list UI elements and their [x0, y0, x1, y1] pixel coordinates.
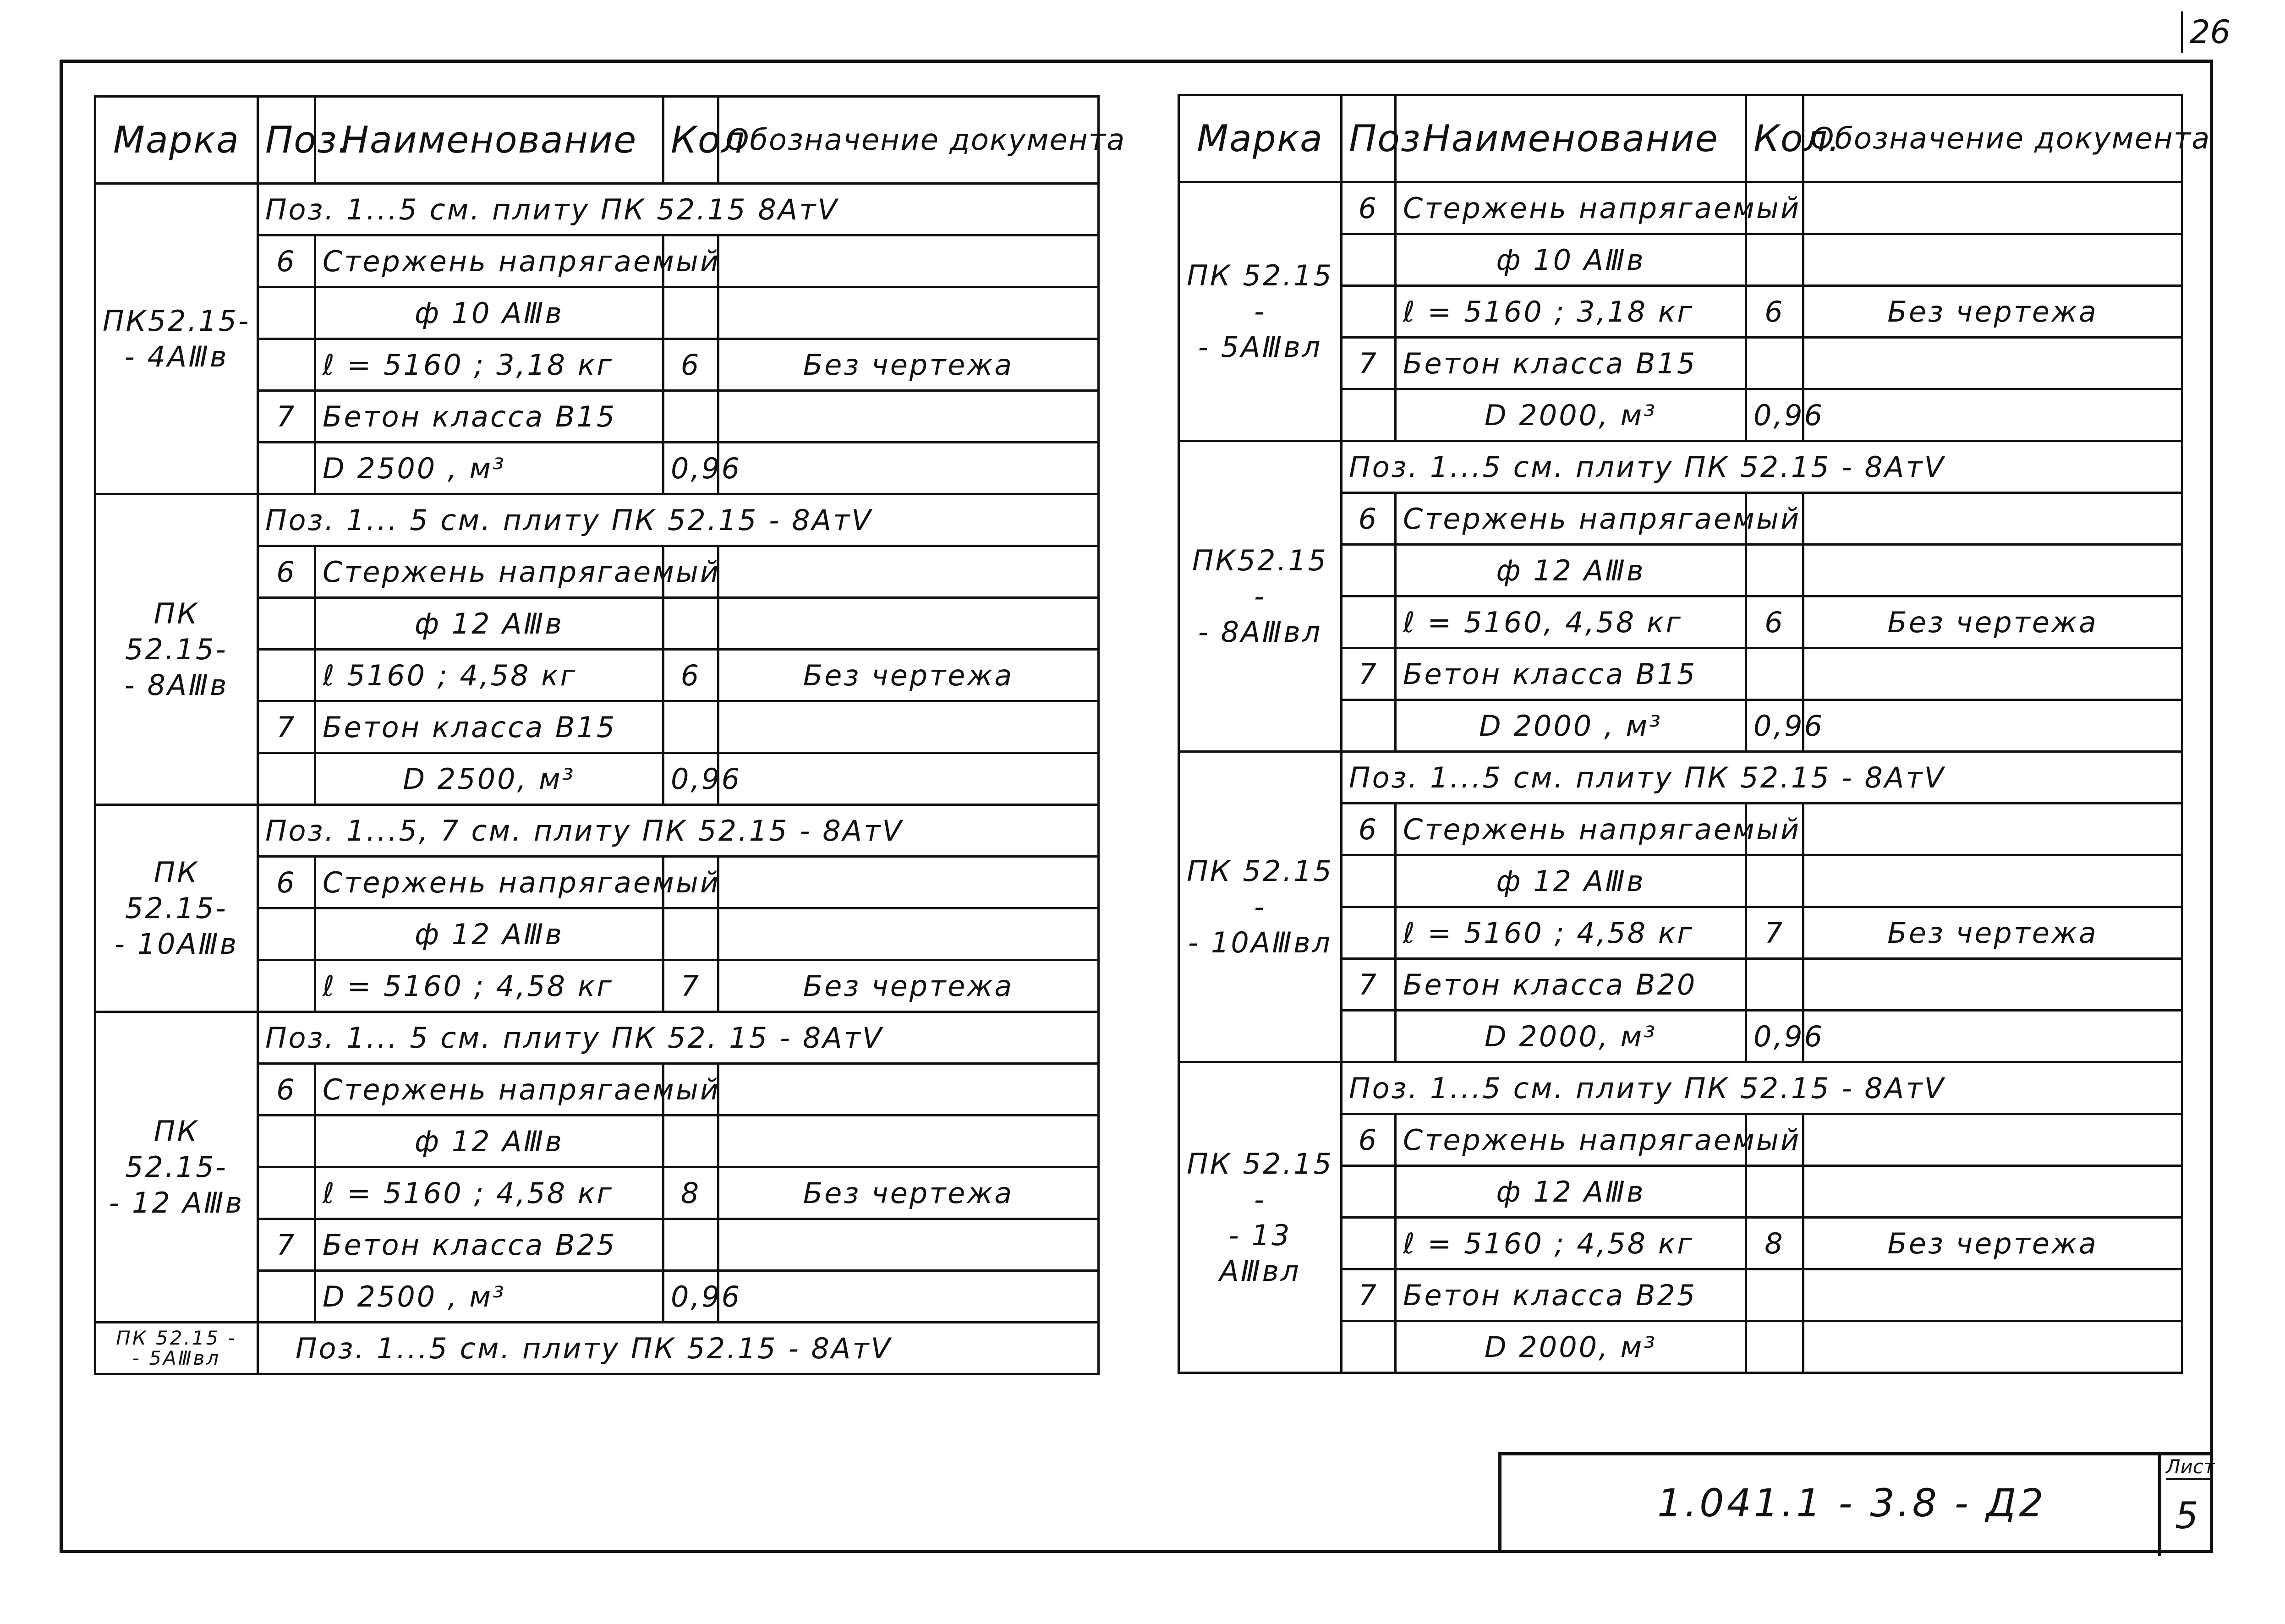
- name-cell: Бетон класса В15: [1396, 648, 1746, 700]
- col-pos: Поз.: [1342, 95, 1396, 182]
- qty-cell: 7: [663, 960, 718, 1012]
- qty-cell: 7: [1746, 907, 1803, 959]
- qty-cell: 8: [663, 1167, 718, 1219]
- mark-cell: ПК 52.15- - 10АⅢв: [95, 805, 258, 1012]
- col-qty: Кол.: [1746, 95, 1803, 182]
- name-cell: Бетон класса В20: [1396, 959, 1746, 1011]
- name-cell: ф 12 АⅢв: [315, 908, 663, 960]
- name-cell: Стержень напрягаемый: [1396, 182, 1746, 234]
- group-header: Поз. 1...5 см. плиту ПК 52.15 - 8АтⅤ: [1342, 441, 2182, 493]
- name-cell: D 2500, м³: [315, 753, 663, 805]
- pos-cell: 7: [1342, 1269, 1396, 1321]
- spec-table-left: [94, 95, 1126, 1375]
- name-cell: ℓ 5160 ; 4,58 кг: [315, 650, 663, 701]
- name-cell: ф 12 АⅢв: [1396, 1166, 1746, 1218]
- col-doc: Обозначение документа: [718, 97, 1099, 184]
- pos-cell: 7: [1342, 648, 1396, 700]
- pos-cell: 6: [258, 857, 315, 908]
- doc-cell: Без чертежа: [1803, 596, 2182, 648]
- name-cell: ℓ = 5160, 4,58 кг: [1396, 596, 1746, 648]
- name-cell: Бетон класса В15: [1396, 338, 1746, 389]
- name-cell: Бетон класса В25: [1396, 1269, 1746, 1321]
- pos-cell: 7: [258, 701, 315, 753]
- name-cell: ф 12 АⅢв: [315, 598, 663, 650]
- sheet-number: 5: [2175, 1494, 2198, 1537]
- name-cell: ℓ = 5160 ; 3,18 кг: [315, 339, 663, 391]
- name-cell: Стержень напрягаемый: [1396, 804, 1746, 855]
- group-header: Поз. 1...5 см. плиту ПК 52.15 - 8АтⅤ: [1342, 752, 2182, 804]
- name-cell: D 2500 , м³: [315, 1271, 663, 1323]
- pos-cell: 6: [1342, 182, 1396, 234]
- qty-cell: 6: [1746, 286, 1803, 338]
- mark-cell: ПК 52.15- - 8АⅢв: [95, 494, 258, 805]
- qty-cell: 6: [1746, 596, 1803, 648]
- qty-cell: 0,96: [1746, 700, 1803, 752]
- group-header: Поз. 1...5 см. плиту ПК 52.15 - 8АтⅤ: [1342, 1062, 2182, 1114]
- qty-cell: 0,96: [1746, 389, 1803, 441]
- doc-cell: Без чертежа: [718, 650, 1099, 701]
- name-cell: Бетон класса В15: [315, 391, 663, 443]
- qty-cell: 0,96: [663, 443, 718, 494]
- spec-table-right: [1178, 94, 2211, 1374]
- mark-cell: ПК 52.15 - - 5АⅢвл: [95, 1323, 258, 1374]
- name-cell: Бетон класса В15: [315, 701, 663, 753]
- mark-cell: ПК 52.15- - 12 АⅢв: [95, 1012, 258, 1323]
- pos-cell: 6: [1342, 493, 1396, 545]
- name-cell: ф 10 АⅢв: [1396, 234, 1746, 286]
- title-stamp: [1498, 1452, 2213, 1553]
- mark-cell: ПК 52.15 - - 5АⅢвл: [1179, 182, 1342, 441]
- name-cell: ℓ = 5160 ; 3,18 кг: [1396, 286, 1746, 338]
- col-mark: Марка: [95, 97, 258, 184]
- name-cell: Стержень напрягаемый: [1396, 493, 1746, 545]
- name-cell: D 2000 , м³: [1396, 700, 1746, 752]
- table-header-row: [95, 97, 1099, 184]
- pos-cell: 6: [1342, 1114, 1396, 1166]
- name-cell: ф 12 АⅢв: [1396, 545, 1746, 596]
- name-cell: ф 10 АⅢв: [315, 287, 663, 339]
- qty-cell: 8: [1746, 1218, 1803, 1269]
- qty-cell: 6: [663, 339, 718, 391]
- col-name: Наименование: [1396, 95, 1746, 182]
- pos-cell: 7: [258, 391, 315, 443]
- mark-cell: ПК 52.15 - - 10АⅢвл: [1179, 752, 1342, 1062]
- group-header: Поз. 1... 5 см. плиту ПК 52. 15 - 8АтⅤ: [258, 1012, 1099, 1064]
- name-cell: Стержень напрягаемый: [315, 857, 663, 908]
- pos-cell: 7: [258, 1219, 315, 1271]
- doc-cell: Без чертежа: [1803, 286, 2182, 338]
- name-cell: Стержень напрягаемый: [315, 235, 663, 287]
- name-cell: ℓ = 5160 ; 4,58 кг: [1396, 907, 1746, 959]
- name-cell: D 2000, м³: [1396, 1011, 1746, 1062]
- col-pos: Поз.: [258, 97, 315, 184]
- name-cell: Стержень напрягаемый: [1396, 1114, 1746, 1166]
- pos-cell: 6: [258, 546, 315, 598]
- pos-cell: 7: [1342, 959, 1396, 1011]
- qty-cell: 6: [663, 650, 718, 701]
- name-cell: D 2000, м³: [1396, 1321, 1746, 1373]
- doc-cell: Без чертежа: [718, 960, 1099, 1012]
- name-cell: ℓ = 5160 ; 4,58 кг: [315, 960, 663, 1012]
- col-name: Наименование: [315, 97, 663, 184]
- name-cell: D 2500 , м³: [315, 443, 663, 494]
- document-code: 1.041.1 - 3.8 - Д2: [1657, 1481, 2046, 1526]
- pos-cell: 7: [1342, 338, 1396, 389]
- qty-cell: 0,96: [1746, 1011, 1803, 1062]
- name-cell: ℓ = 5160 ; 4,58 кг: [1396, 1218, 1746, 1269]
- pos-cell: 6: [258, 1064, 315, 1115]
- col-doc: Обозначение документа: [1803, 95, 2182, 182]
- mark-cell: ПК52.15 - - 8АⅢвл: [1179, 441, 1342, 752]
- doc-cell: Без чертежа: [718, 339, 1099, 391]
- col-qty: Кол: [663, 97, 718, 184]
- sheet-label: Лист: [2166, 1455, 2212, 1480]
- mark-cell: ПК 52.15 - - 13 АⅢвл: [1179, 1062, 1342, 1373]
- name-cell: ф 12 АⅢв: [315, 1115, 663, 1167]
- doc-cell: Без чертежа: [1803, 1218, 2182, 1269]
- mark-cell: ПК52.15- - 4АⅢв: [95, 184, 258, 494]
- qty-cell: 0,96: [663, 1271, 718, 1323]
- pos-cell: 6: [258, 235, 315, 287]
- page-number: 26: [2181, 11, 2230, 53]
- name-cell: Стержень напрягаемый: [315, 546, 663, 598]
- name-cell: Стержень напрягаемый: [315, 1064, 663, 1115]
- name-cell: ф 12 АⅢв: [1396, 855, 1746, 907]
- doc-cell: Без чертежа: [718, 1167, 1099, 1219]
- group-header: Поз. 1...5 см. плиту ПК 52.15 - 8АтⅤ: [258, 1323, 1099, 1374]
- sheet-box: [2158, 1455, 2213, 1556]
- group-header: Поз. 1...5, 7 см. плиту ПК 52.15 - 8АтⅤ: [258, 805, 1099, 857]
- name-cell: ℓ = 5160 ; 4,58 кг: [315, 1167, 663, 1219]
- doc-cell: Без чертежа: [1803, 907, 2182, 959]
- pos-cell: 6: [1342, 804, 1396, 855]
- group-header: Поз. 1...5 см. плиту ПК 52.15 8АтⅤ: [258, 184, 1099, 235]
- qty-cell: 0,96: [663, 753, 718, 805]
- name-cell: Бетон класса В25: [315, 1219, 663, 1271]
- table-header-row: [1179, 95, 2182, 182]
- name-cell: D 2000, м³: [1396, 389, 1746, 441]
- group-header: Поз. 1... 5 см. плиту ПК 52.15 - 8АтⅤ: [258, 494, 1099, 546]
- col-mark: Марка: [1179, 95, 1342, 182]
